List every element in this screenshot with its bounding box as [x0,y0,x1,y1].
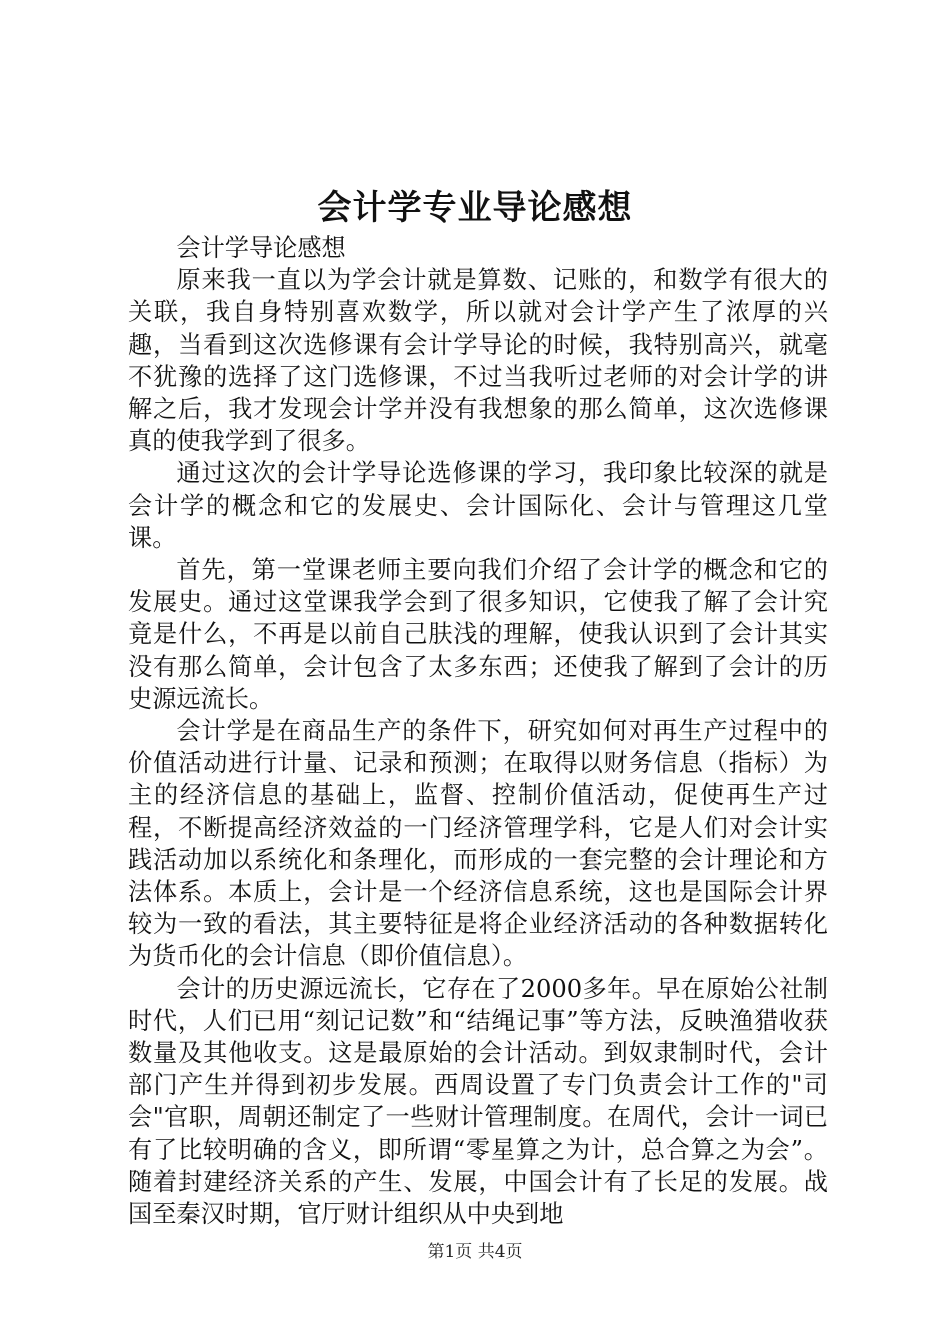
paragraph: 原来我一直以为学会计就是算数、记账的，和数学有很大的关联，我自身特别喜欢数学，所以就对会计学产生了浓厚的兴趣，当看到这次选修课有会计学导论的时候，我特别高兴，就毫不犹豫的选择了这门选修课，不过当我听过老师的对会计学的讲解之后，我才发现会计学并没有我想象的那么简单，这次选修课真的使我学到了很多。 [128,266,828,456]
paragraph: 通过这次的会计学导论选修课的学习，我印象比较深的就是会计学的概念和它的发展史、会计国际化、会计与管理这几堂课。 [128,459,828,552]
paragraph-subtitle: 会计学导论感想 [176,234,346,262]
paragraph: 会计的历史源远流长，它存在了2000多年。早在原始公社制时代，人们已用“刻记记数”和“结绳记事”等方法，反映渔猎收获数量及其他收支。这是最原始的会计活动。到奴隶制时代，会计部门产生并得到初步发展。西周设置了专门负责会计工作的"司会"官职，周朝还制定了一些财计管理制度。在周代，会计一词已有了比较明确的含义，即所谓“零星算之为计，总合算之为会”。随着封建经济关系的产生、发展，中国会计有了长足的发展。战国至秦汉时期，官厅财计组织从中央到地 [128,974,828,1229]
paragraph: 首先，第一堂课老师主要向我们介绍了会计学的概念和它的发展史。通过这堂课我学会到了很多知识，它使我了解了会计究竟是什么，不再是以前自己肤浅的理解，使我认识到了会计其实没有那么简单，会计包含了太多东西；还使我了解到了会计的历史源远流长。 [128,556,828,713]
document-title: 会计学专业导论感想 [317,188,633,228]
paragraph: 会计学是在商品生产的条件下，研究如何对再生产过程中的价值活动进行计量、记录和预测；在取得以财务信息（指标）为主的经济信息的基础上，监督、控制价值活动，促使再生产过程，不断提高经济效益的一门经济管理学科，它是人们对会计实践活动加以系统化和条理化，而形成的一套完整的会计理论和方法体系。本质上，会计是一个经济信息系统，这也是国际会计界较为一致的看法，其主要特征是将企业经济活动的各种数据转化为货币化的会计信息（即价值信息）。 [128,717,828,971]
page-footer: 第1页 共4页 [427,1242,523,1262]
document-body [128,232,828,1230]
